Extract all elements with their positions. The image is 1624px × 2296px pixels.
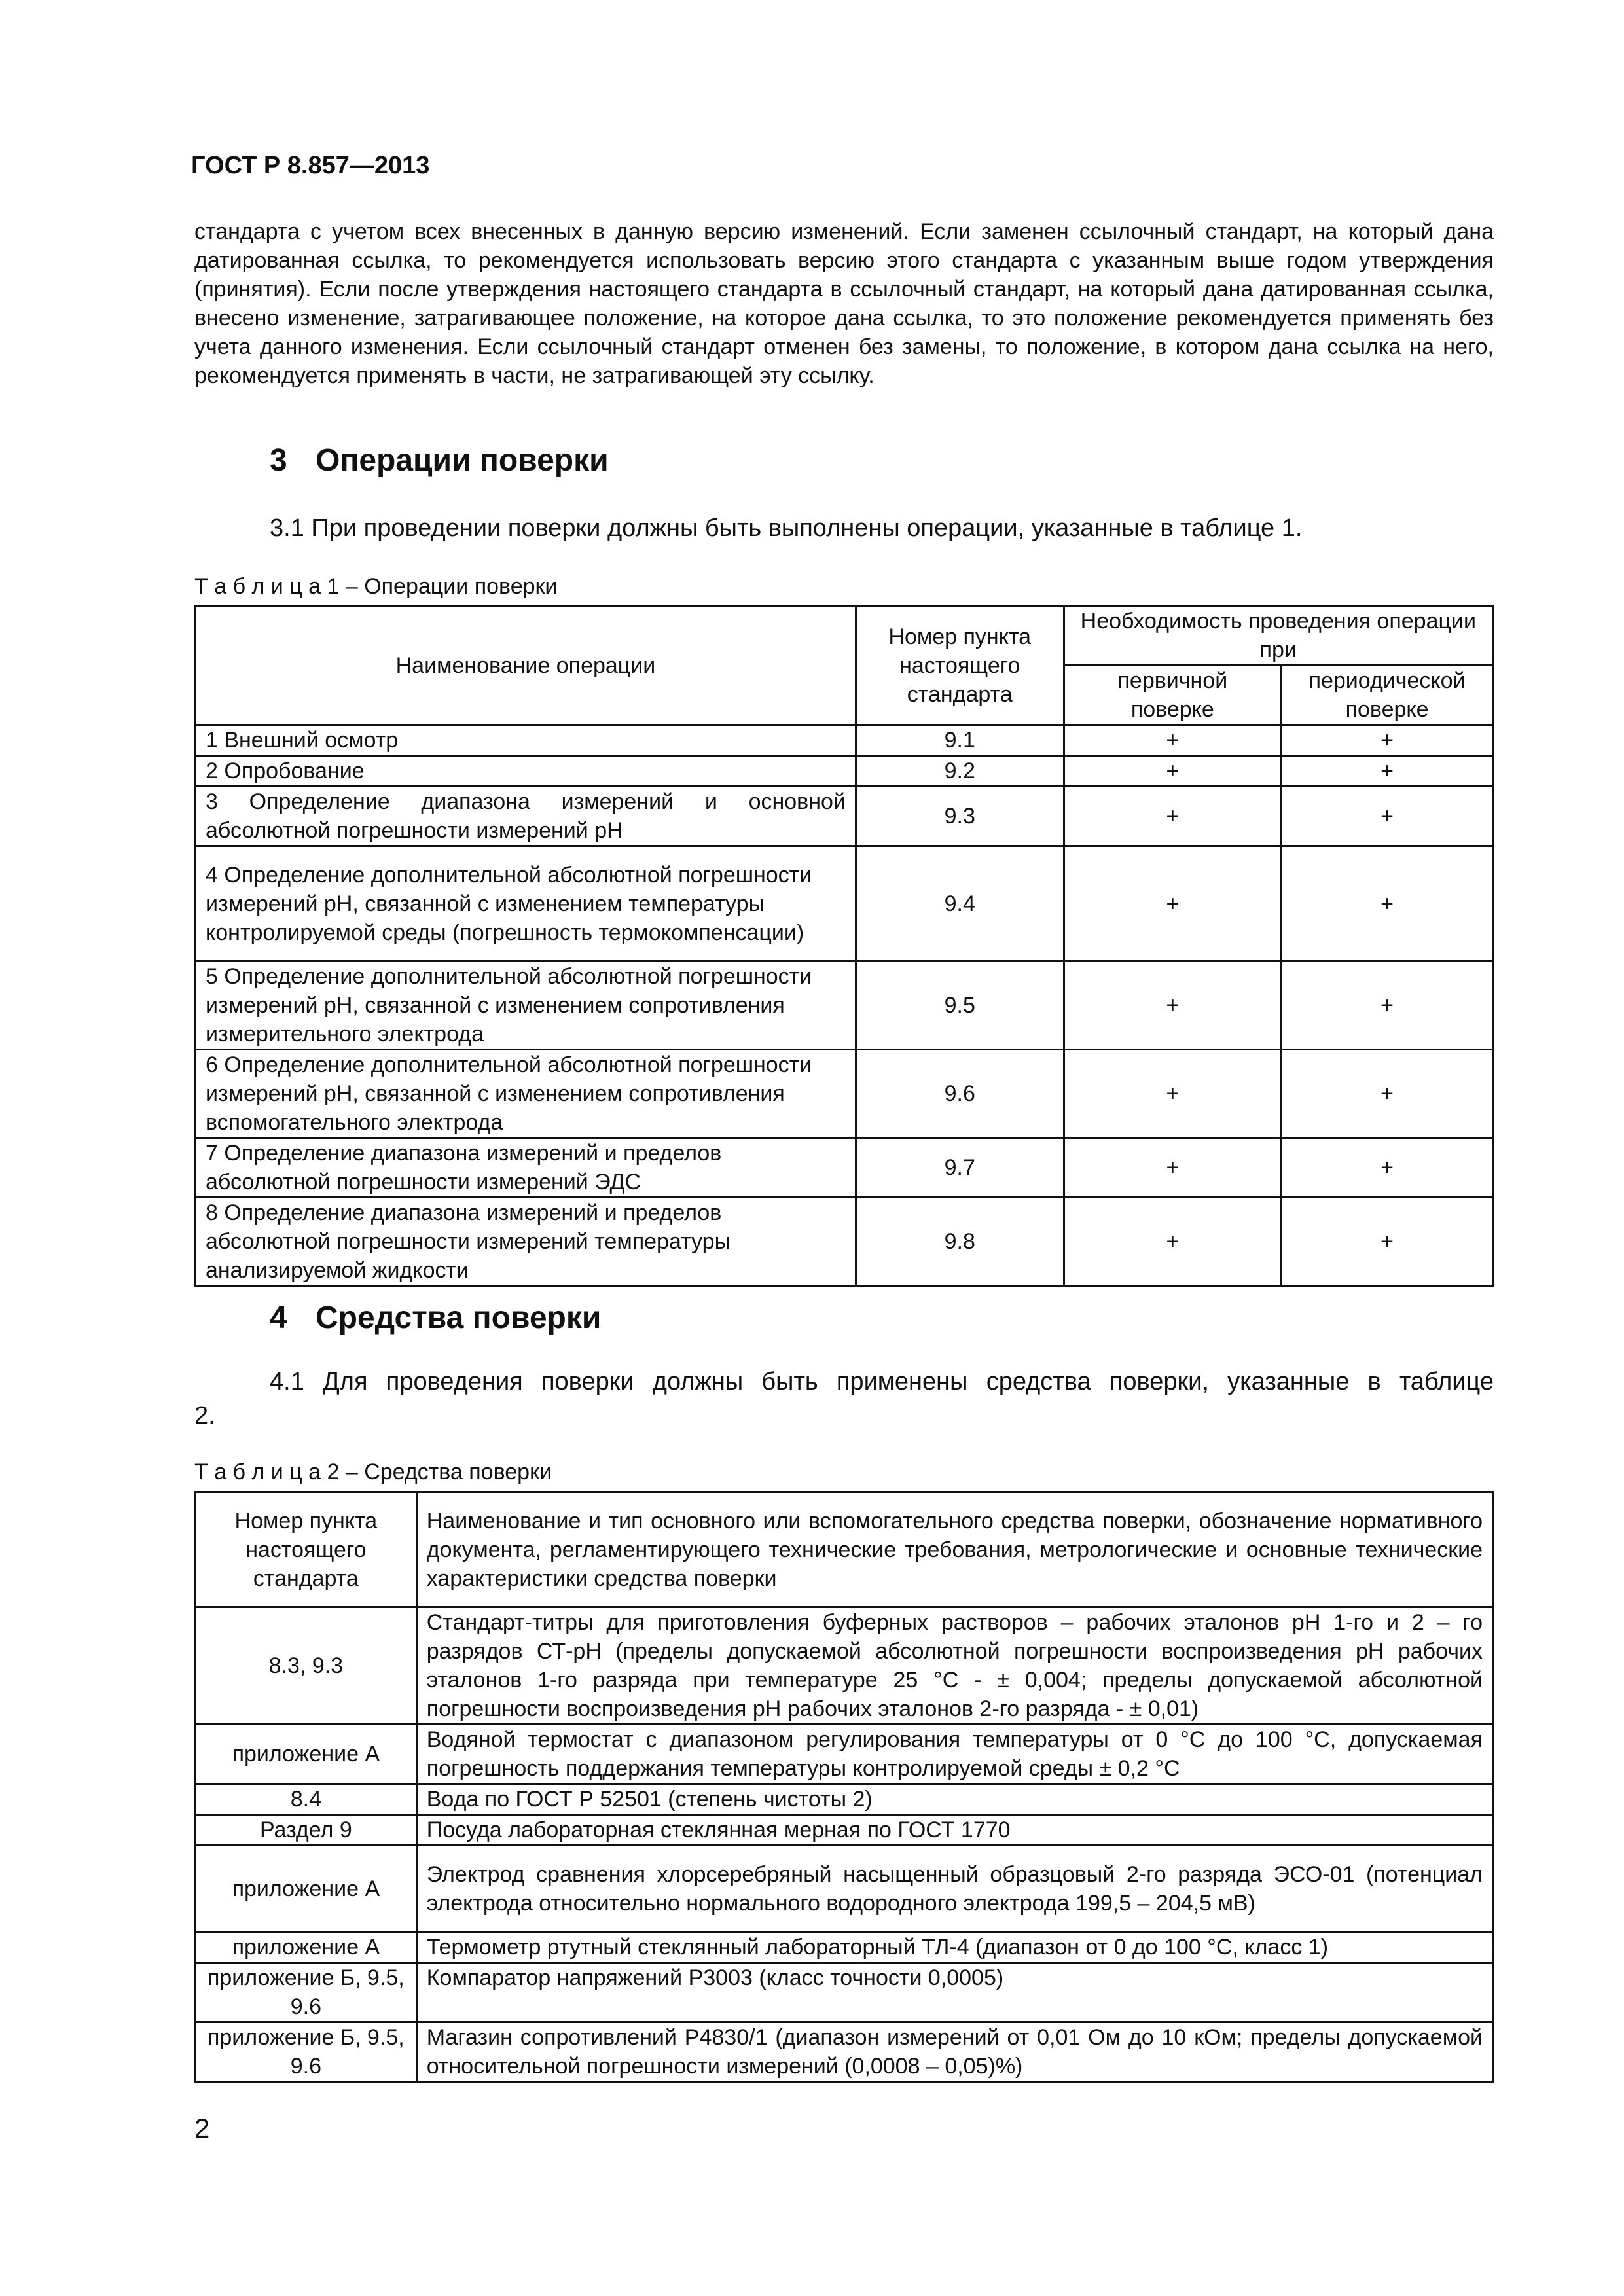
table-row (196, 1784, 1493, 1815)
t1-cell-name: 7 Определение диапазона измерений и пределов абсолютной погрешности измерений ЭДС (196, 1138, 856, 1198)
table-row (196, 846, 1493, 961)
t1-cell-name: 3 Определение диапазона измерений и основной абсолютной погрешности измерений pH (196, 787, 856, 846)
t1-header-primary: первичной поверке (1064, 666, 1282, 725)
section-4-number: 4 (270, 1300, 287, 1335)
table-row (196, 1932, 1493, 1963)
t1-cell-name: 4 Определение дополнительной абсолютной погрешности измерений pH, связанной с изменением температуры контролируемой среды (погрешность термокомпенсации) (196, 846, 856, 961)
section-3-heading (270, 442, 609, 478)
t2-cell-desc: Термометр ртутный стеклянный лабораторный ТЛ-4 (диапазон от 0 до 100 °С, класс 1) (416, 1932, 1492, 1963)
t1-cell-periodic: + (1282, 1050, 1493, 1138)
t1-cell-periodic: + (1282, 756, 1493, 787)
t2-cell-desc: Компаратор напряжений Р3003 (класс точности 0,0005) (416, 1963, 1492, 2022)
table-row (196, 787, 1493, 846)
table-1-operations (194, 605, 1494, 1287)
t1-cell-periodic: + (1282, 1198, 1493, 1286)
table-1-caption: Т а б л и ц а 1 – Операции поверки (194, 574, 558, 599)
t2-header-clause: Номер пункта настоящего стандарта (196, 1492, 417, 1607)
t2-cell-desc: Магазин сопротивлений Р4830/1 (диапазон измерений от 0,01 Ом до 10 кОм; пределы допускаемой относительной погрешности измерений (0,0008 – 0,05)%) (416, 2022, 1492, 2082)
t1-cell-primary: + (1064, 961, 1282, 1050)
t2-cell-clause: приложение А (196, 1846, 417, 1932)
t1-cell-primary: + (1064, 725, 1282, 756)
table-row (196, 1846, 1493, 1932)
table-row (196, 1607, 1493, 1725)
t2-cell-desc: Посуда лабораторная стеклянная мерная по ГОСТ 1770 (416, 1815, 1492, 1846)
table-row (196, 725, 1493, 756)
t1-cell-primary: + (1064, 756, 1282, 787)
table-row (196, 756, 1493, 787)
section-4-title: Средства поверки (316, 1300, 602, 1335)
t1-cell-periodic: + (1282, 1138, 1493, 1198)
t2-cell-clause: 8.4 (196, 1784, 417, 1815)
t1-cell-clause: 9.2 (856, 756, 1064, 787)
section-4-heading (270, 1300, 601, 1336)
t2-cell-clause: приложение А (196, 1725, 417, 1784)
t2-header-desc: Наименование и тип основного или вспомогательного средства поверки, обозначение нормативного документа, регламентирующего технические требования, метрологические и основные технические характеристики средства поверки (416, 1492, 1492, 1607)
t1-cell-clause: 9.8 (856, 1198, 1064, 1286)
t2-cell-clause: приложение Б, 9.5, 9.6 (196, 2022, 417, 2082)
section-4-1-paragraph: 4.1 Для проведения поверки должны быть применены средства поверки, указанные в таблице (270, 1368, 1494, 1395)
document-id-header: ГОСТ Р 8.857—2013 (191, 152, 430, 179)
t1-cell-periodic: + (1282, 787, 1493, 846)
section-3-number: 3 (270, 443, 287, 478)
t1-cell-name: 5 Определение дополнительной абсолютной погрешности измерений pH, связанной с изменением сопротивления измерительного электрода (196, 961, 856, 1050)
table-row (196, 1138, 1493, 1198)
t2-cell-clause: приложение Б, 9.5, 9.6 (196, 1963, 417, 2022)
t1-cell-clause: 9.7 (856, 1138, 1064, 1198)
table-row (196, 1725, 1493, 1784)
t1-cell-primary: + (1064, 1138, 1282, 1198)
t2-cell-desc: Стандарт-титры для приготовления буферных растворов – рабочих эталонов pH 1-го и 2 – го разрядов СТ-pH (пределы допускаемой абсолютной погрешности воспроизведения pH рабочих эталонов 1-го разряда при температуре 25 °С - ± 0,004; пределы допускаемой абсолютной погрешности воспроизведения pH рабочих эталонов 2-го разряда - ± 0,01) (416, 1607, 1492, 1725)
table-row (196, 1815, 1493, 1846)
t2-cell-clause: приложение А (196, 1932, 417, 1963)
t1-cell-primary: + (1064, 1198, 1282, 1286)
t1-cell-periodic: + (1282, 846, 1493, 961)
t1-cell-primary: + (1064, 787, 1282, 846)
t2-cell-clause: 8.3, 9.3 (196, 1607, 417, 1725)
t1-cell-periodic: + (1282, 961, 1493, 1050)
section-3-title: Операции поверки (316, 443, 609, 478)
t1-cell-name: 8 Определение диапазона измерений и пределов абсолютной погрешности измерений температуры анализируемой жидкости (196, 1198, 856, 1286)
table-row (196, 2022, 1493, 2082)
t1-header-need: Необходимость проведения операции при (1064, 606, 1492, 666)
t1-cell-periodic: + (1282, 725, 1493, 756)
t1-cell-clause: 9.1 (856, 725, 1064, 756)
t1-header-clause: Номер пункта настоящего стандарта (856, 606, 1064, 725)
t1-cell-name: 2 Опробование (196, 756, 856, 787)
table-2-caption: Т а б л и ц а 2 – Средства поверки (194, 1460, 552, 1484)
page-number: 2 (194, 2113, 210, 2144)
t1-cell-clause: 9.4 (856, 846, 1064, 961)
t1-cell-name: 1 Внешний осмотр (196, 725, 856, 756)
t1-header-name: Наименование операции (196, 606, 856, 725)
t2-cell-desc: Водяной термостат с диапазоном регулирования температуры от 0 °С до 100 °С, допускаемая погрешность поддержания температуры контролируемой среды ± 0,2 °С (416, 1725, 1492, 1784)
table-row (196, 1050, 1493, 1138)
intro-paragraph: стандарта с учетом всех внесенных в данную версию изменений. Если заменен ссылочный стандарт, на который дана датированная ссылка, то рекомендуется использовать версию этого стандарта с указанным выше годом утверждения (принятия). Если после утверждения настоящего стандарта в ссылочный стандарт, на который дана датированная ссылка, внесено изменение, затрагивающее положение, на которое дана ссылка, то это положение рекомендуется применять без учета данного изменения. Если ссылочный стандарт отменен без замены, то положение, в котором дана ссылка на него, рекомендуется применять в части, не затрагивающей эту ссылку. (194, 219, 1494, 388)
t2-cell-desc: Электрод сравнения хлорсеребряный насыщенный образцовый 2-го разряда ЭСО-01 (потенциал электрода относительно нормального водородного электрода 199,5 – 204,5 мВ) (416, 1846, 1492, 1932)
table-row (196, 1198, 1493, 1286)
section-4-1-paragraph-end: 2. (194, 1402, 215, 1429)
t1-cell-name: 6 Определение дополнительной абсолютной погрешности измерений pH, связанной с изменением сопротивления вспомогательного электрода (196, 1050, 856, 1138)
t2-cell-desc: Вода по ГОСТ Р 52501 (степень чистоты 2) (416, 1784, 1492, 1815)
table-row (196, 1963, 1493, 2022)
table-row (196, 961, 1493, 1050)
t1-cell-primary: + (1064, 1050, 1282, 1138)
section-3-1-paragraph: 3.1 При проведении поверки должны быть выполнены операции, указанные в таблице 1. (270, 514, 1303, 542)
t1-cell-clause: 9.5 (856, 961, 1064, 1050)
t2-cell-clause: Раздел 9 (196, 1815, 417, 1846)
t1-cell-clause: 9.3 (856, 787, 1064, 846)
table-2-instruments (194, 1491, 1494, 2083)
t1-header-periodic: периодической поверке (1282, 666, 1493, 725)
t1-cell-clause: 9.6 (856, 1050, 1064, 1138)
t1-cell-primary: + (1064, 846, 1282, 961)
